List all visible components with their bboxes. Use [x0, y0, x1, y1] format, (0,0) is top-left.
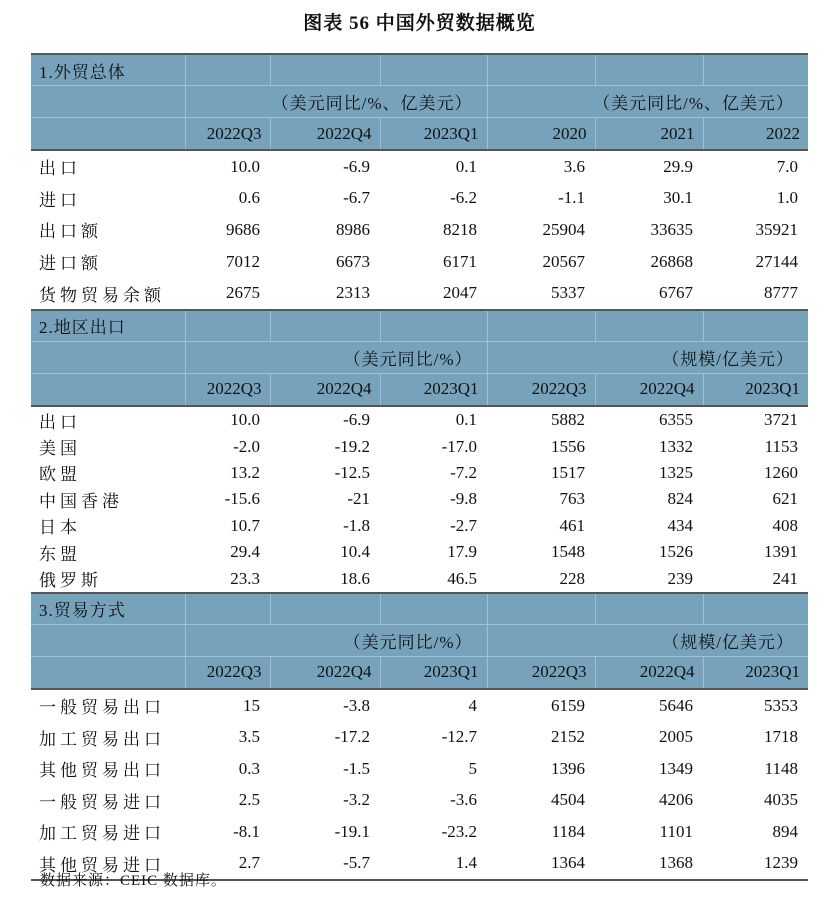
section-2	[31, 310, 808, 593]
table-row	[31, 486, 808, 512]
table-cell: 1260	[764, 462, 798, 482]
row-label: 俄罗斯	[31, 565, 185, 592]
header-cell	[31, 118, 185, 151]
header-cell	[31, 656, 185, 689]
table-cell: -1.1	[558, 188, 585, 208]
table-cell: -3.8	[343, 695, 370, 715]
table-cell: 2.5	[238, 790, 260, 810]
table-row	[31, 721, 808, 753]
header-cell	[380, 54, 487, 86]
table-row	[31, 753, 808, 785]
unit-label-left: （美元同比/%）	[185, 341, 487, 373]
row-label: 日本	[39, 518, 81, 538]
table-row	[31, 460, 808, 486]
header-cell	[703, 54, 808, 86]
table-cell: 4035	[764, 790, 798, 810]
row-label: 中国香港	[39, 491, 123, 511]
table-row	[31, 277, 808, 310]
table-cell: 2675	[185, 277, 270, 310]
table-cell: -6.9	[343, 156, 370, 176]
table-cell: 5353	[764, 695, 798, 715]
section-header-row	[31, 310, 808, 342]
column-header: 2022Q4	[595, 656, 703, 689]
table-cell: 1396	[551, 758, 585, 778]
table-cell: 30.1	[663, 188, 693, 208]
unit-label-left: （美元同比/%）	[185, 624, 487, 656]
table-cell: 5337	[487, 277, 595, 310]
table-cell: 3.6	[563, 156, 585, 176]
table-cell: 1556	[551, 436, 585, 456]
table-cell: 461	[559, 515, 585, 535]
table-cell: 0.6	[238, 188, 260, 208]
header-cell	[487, 310, 595, 342]
table-cell: 26868	[650, 251, 693, 271]
table-cell: 2152	[551, 727, 585, 747]
table-cell: 1349	[659, 758, 693, 778]
table-cell: 894	[772, 821, 798, 841]
table-row	[31, 406, 808, 433]
section-label: 3.贸易方式	[31, 593, 185, 625]
table-cell: 3.5	[238, 727, 260, 747]
table-row	[31, 816, 808, 848]
column-header: 2021	[595, 118, 703, 151]
table-cell: -1.5	[343, 758, 370, 778]
table-cell: 1526	[659, 542, 693, 562]
header-cell	[31, 86, 185, 118]
table-cell: 4504	[551, 790, 585, 810]
table-cell: -23.2	[441, 821, 477, 841]
table-cell: 10.0	[230, 156, 260, 176]
table-cell: -12.7	[441, 727, 477, 747]
table-cell: 1148	[764, 758, 798, 778]
header-cell	[31, 624, 185, 656]
table-cell: 8986	[336, 219, 370, 239]
table-cell: -17.0	[441, 436, 477, 456]
column-header: 2022Q3	[185, 373, 270, 406]
row-label: 其他贸易出口	[39, 761, 165, 781]
column-header: 2023Q1	[703, 373, 808, 406]
table-cell: 25904	[542, 219, 585, 239]
table-row	[31, 784, 808, 816]
unit-label-right: （规模/亿美元）	[487, 624, 808, 656]
table-cell: 1548	[551, 542, 585, 562]
header-cell	[31, 341, 185, 373]
table-cell: 2313	[270, 277, 380, 310]
table-cell: 6673	[336, 251, 370, 271]
table-row	[31, 433, 808, 459]
table-cell: 7.0	[776, 156, 798, 176]
column-header-row	[31, 118, 808, 151]
row-label: 美国	[39, 439, 81, 459]
table-cell: 23.3	[185, 565, 270, 592]
row-label: 加工贸易出口	[39, 729, 165, 749]
header-cell	[595, 310, 703, 342]
table-cell: 1153	[764, 436, 798, 456]
header-cell	[703, 310, 808, 342]
column-header: 2022Q3	[185, 656, 270, 689]
section-label: 2.地区出口	[31, 310, 185, 342]
table-cell: -7.2	[450, 462, 477, 482]
row-label: 加工贸易进口	[39, 824, 165, 844]
row-label: 欧盟	[39, 465, 81, 485]
column-header-row	[31, 656, 808, 689]
table-cell: -1.8	[343, 515, 370, 535]
section-header-row	[31, 593, 808, 625]
row-label: 一般贸易出口	[39, 698, 165, 717]
table-cell: 18.6	[270, 565, 380, 592]
row-label: 出口额	[39, 222, 102, 242]
header-cell	[487, 54, 595, 86]
table-cell: 4	[468, 695, 477, 715]
table-cell: 241	[703, 565, 808, 592]
column-header: 2022Q3	[185, 118, 270, 151]
table-cell: -3.6	[450, 790, 477, 810]
header-cell	[185, 593, 270, 625]
table-cell: 0.1	[455, 156, 477, 176]
header-cell	[185, 310, 270, 342]
table-cell: -3.2	[343, 790, 370, 810]
table-cell: 46.5	[380, 565, 487, 592]
table-cell: -19.1	[334, 821, 370, 841]
table-cell: 10.0	[230, 410, 260, 430]
header-cell	[270, 593, 380, 625]
table-cell: 621	[772, 489, 798, 509]
column-header: 2023Q1	[380, 373, 487, 406]
table-cell: 3721	[764, 410, 798, 430]
table-cell: 10.4	[340, 542, 370, 562]
header-cell	[595, 54, 703, 86]
table-cell: 8218	[443, 219, 477, 239]
table-cell: 5882	[551, 410, 585, 430]
table-cell: 29.9	[663, 156, 693, 176]
table-cell: 0.3	[238, 758, 260, 778]
column-header-row	[31, 373, 808, 406]
table-cell: 6171	[443, 251, 477, 271]
table-cell: 2005	[659, 727, 693, 747]
table-cell: 0.1	[455, 410, 477, 430]
table-cell: -6.2	[450, 188, 477, 208]
column-header: 2022Q4	[270, 373, 380, 406]
table-cell: 5646	[659, 695, 693, 715]
column-header: 2022Q4	[595, 373, 703, 406]
column-header: 2022Q3	[487, 656, 595, 689]
header-cell	[380, 310, 487, 342]
table-cell: -6.9	[343, 410, 370, 430]
table-cell: 6159	[551, 695, 585, 715]
table-cell: 763	[559, 489, 585, 509]
table-cell: -15.6	[224, 489, 260, 509]
table-cell: 1101	[659, 821, 693, 841]
section-3	[31, 593, 808, 881]
row-label: 出口	[39, 412, 81, 432]
row-label: 进口额	[39, 254, 102, 274]
table-cell: 1364	[487, 848, 595, 881]
table-row	[31, 150, 808, 183]
table-cell: 1184	[551, 821, 585, 841]
table-cell: 434	[667, 515, 693, 535]
table-cell: 29.4	[230, 542, 260, 562]
table-cell: 1.0	[776, 188, 798, 208]
row-label: 其他贸易进口	[31, 848, 185, 881]
table-cell: 2047	[380, 277, 487, 310]
table-row	[31, 513, 808, 539]
table-cell: 824	[667, 489, 693, 509]
table-cell: 17.9	[447, 542, 477, 562]
table-cell: 27144	[755, 251, 798, 271]
unit-row	[31, 86, 808, 118]
header-cell	[703, 593, 808, 625]
table-cell: 1517	[551, 462, 585, 482]
table-row	[31, 183, 808, 215]
table-cell: 7012	[226, 251, 260, 271]
table-cell: 4206	[659, 790, 693, 810]
table-cell: 8777	[703, 277, 808, 310]
section-1	[31, 54, 808, 310]
table-cell: 1325	[659, 462, 693, 482]
row-label: 出口	[39, 159, 81, 179]
table-row	[31, 246, 808, 278]
row-label: 进口	[39, 190, 81, 210]
table-cell: -5.7	[270, 848, 380, 881]
source-note: 数据来源：CEIC 数据库。	[40, 873, 227, 889]
header-cell	[270, 54, 380, 86]
unit-label-right: （美元同比/%、亿美元）	[487, 86, 808, 118]
header-cell	[31, 373, 185, 406]
table-cell: 6355	[659, 410, 693, 430]
table-cell: 1239	[703, 848, 808, 881]
header-cell	[185, 54, 270, 86]
section-header-row	[31, 54, 808, 86]
table-row	[31, 539, 808, 565]
table-cell: -9.8	[450, 489, 477, 509]
table-row	[31, 565, 808, 592]
table-cell: -17.2	[334, 727, 370, 747]
table-cell: 1718	[764, 727, 798, 747]
unit-label-right: （规模/亿美元）	[487, 341, 808, 373]
table-cell: 13.2	[230, 462, 260, 482]
header-cell	[270, 310, 380, 342]
table-cell: 6767	[595, 277, 703, 310]
table-cell: 239	[595, 565, 703, 592]
column-header: 2023Q1	[380, 118, 487, 151]
trade-data-table	[31, 53, 808, 881]
table-cell: 33635	[650, 219, 693, 239]
row-label: 货物贸易余额	[31, 277, 185, 310]
section-label: 1.外贸总体	[31, 54, 185, 86]
table-cell: 228	[487, 565, 595, 592]
header-cell	[380, 593, 487, 625]
table-title: 图表 56 中国外贸数据概览	[303, 13, 536, 34]
table-cell: 35921	[755, 219, 798, 239]
table-cell: 10.7	[230, 515, 260, 535]
table-cell: 1332	[659, 436, 693, 456]
table-cell: 1368	[595, 848, 703, 881]
table-row	[31, 214, 808, 246]
table-cell: -8.1	[233, 821, 260, 841]
column-header: 2020	[487, 118, 595, 151]
table-cell: -12.5	[334, 462, 370, 482]
column-header: 2023Q1	[703, 656, 808, 689]
table-cell: -2.7	[450, 515, 477, 535]
column-header: 2023Q1	[380, 656, 487, 689]
row-label: 一般贸易进口	[39, 792, 165, 812]
table-cell: -21	[347, 489, 370, 509]
table-cell: 1.4	[380, 848, 487, 881]
column-header: 2022Q4	[270, 118, 380, 151]
table-cell: 2.7	[185, 848, 270, 881]
table-cell: 9686	[226, 219, 260, 239]
table-cell: -6.7	[343, 188, 370, 208]
table-cell: 408	[772, 515, 798, 535]
table-row	[31, 689, 808, 722]
column-header: 2022	[703, 118, 808, 151]
table-cell: 5	[468, 758, 477, 778]
table-cell: 20567	[542, 251, 585, 271]
unit-row	[31, 624, 808, 656]
header-cell	[487, 593, 595, 625]
unit-label-left: （美元同比/%、亿美元）	[185, 86, 487, 118]
column-header: 2022Q4	[270, 656, 380, 689]
header-cell	[595, 593, 703, 625]
table-cell: -2.0	[233, 436, 260, 456]
column-header: 2022Q3	[487, 373, 595, 406]
table-cell: -19.2	[334, 436, 370, 456]
row-label: 东盟	[39, 544, 81, 564]
table-cell: 15	[243, 695, 260, 715]
unit-row	[31, 341, 808, 373]
table-cell: 1391	[764, 542, 798, 562]
